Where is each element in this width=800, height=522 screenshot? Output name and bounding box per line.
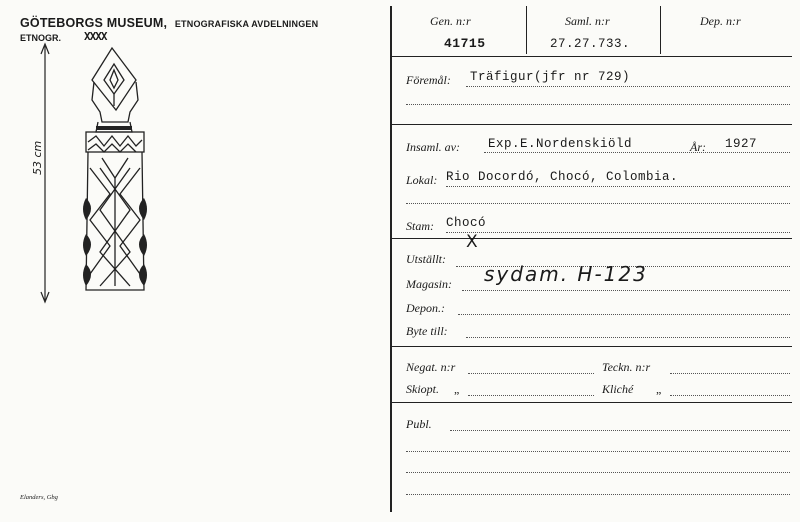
kliche-ditto: „ <box>656 382 662 396</box>
insaml-value: Exp.E.Nordenskiöld <box>488 137 633 151</box>
publ-dotline-3 <box>406 472 790 473</box>
foremal-dotline-2 <box>406 104 790 105</box>
kliche-label: Kliché <box>602 382 634 396</box>
museum-name: GÖTEBORGS MUSEUM, <box>20 16 168 30</box>
left-panel <box>0 0 390 522</box>
card-divider <box>390 6 392 512</box>
stam-value: Chocó <box>446 216 487 230</box>
teckn-dotline <box>670 373 790 374</box>
depon-dotline <box>458 314 790 315</box>
header-divider-2 <box>660 6 661 54</box>
negat-dotline <box>468 373 594 374</box>
utstallt-label: Utställt: <box>406 252 447 266</box>
printer-imprint: Elanders, Gbg <box>20 494 58 501</box>
magasin-label: Magasin: <box>406 277 452 291</box>
skiopt-label: Skiopt. <box>406 382 439 396</box>
height-note: 53 cm <box>31 140 44 175</box>
ar-value: 1927 <box>725 137 758 151</box>
gen-nr-label: Gen. n:r <box>430 14 471 28</box>
stam-dotline <box>446 232 790 233</box>
byte-label: Byte till: <box>406 324 448 338</box>
wooden-figure-sketch <box>30 38 170 308</box>
publ-dotline-4 <box>406 494 790 495</box>
etnogr-label: ETNOGR. <box>20 33 62 43</box>
byte-dotline <box>466 337 790 338</box>
gen-nr-value: 41715 <box>444 36 486 51</box>
header-divider-1 <box>526 6 527 54</box>
skiopt-ditto: „ <box>454 382 460 396</box>
museum-header <box>20 16 318 30</box>
saml-nr-value: 27.27.733. <box>550 37 631 51</box>
publ-dotline-2 <box>406 451 790 452</box>
foremal-label: Föremål: <box>406 73 451 87</box>
stam-label: Stam: <box>406 219 434 233</box>
dep-nr-label: Dep. n:r <box>700 14 741 28</box>
skiopt-dotline <box>468 395 594 396</box>
publ-label: Publ. <box>406 417 432 431</box>
negat-label: Negat. n:r <box>406 360 456 374</box>
byte-rule <box>392 346 792 347</box>
utstallt-value: X <box>466 232 480 252</box>
kliche-rule <box>392 402 792 403</box>
foremal-rule <box>392 124 792 125</box>
depon-label: Depon.: <box>406 301 445 315</box>
insaml-label: Insaml. av: <box>406 140 460 154</box>
ar-label: År: <box>690 140 706 154</box>
lokal-label: Lokal: <box>406 173 438 187</box>
saml-nr-label: Saml. n:r <box>565 14 610 28</box>
publ-dotline-1 <box>450 430 790 431</box>
header-rule <box>392 56 792 57</box>
foremal-dotline <box>466 86 790 87</box>
lokal-value: Rio Docordó, Chocó, Colombia. <box>446 170 679 184</box>
foremal-value: Träfigur(jfr nr 729) <box>470 70 631 84</box>
insaml-dotline <box>484 152 790 153</box>
etnogr-mark: XXXX <box>84 30 107 43</box>
magasin-dotline <box>462 290 790 291</box>
teckn-label: Teckn. n:r <box>602 360 651 374</box>
lokal-dotline <box>446 186 790 187</box>
stam-rule <box>392 238 792 239</box>
department-name: ETNOGRAFISKA AVDELNINGEN <box>174 19 319 29</box>
lokal-dotline-2 <box>406 203 790 204</box>
kliche-dotline <box>670 395 790 396</box>
magasin-value: sydam. H-123 <box>484 262 648 286</box>
